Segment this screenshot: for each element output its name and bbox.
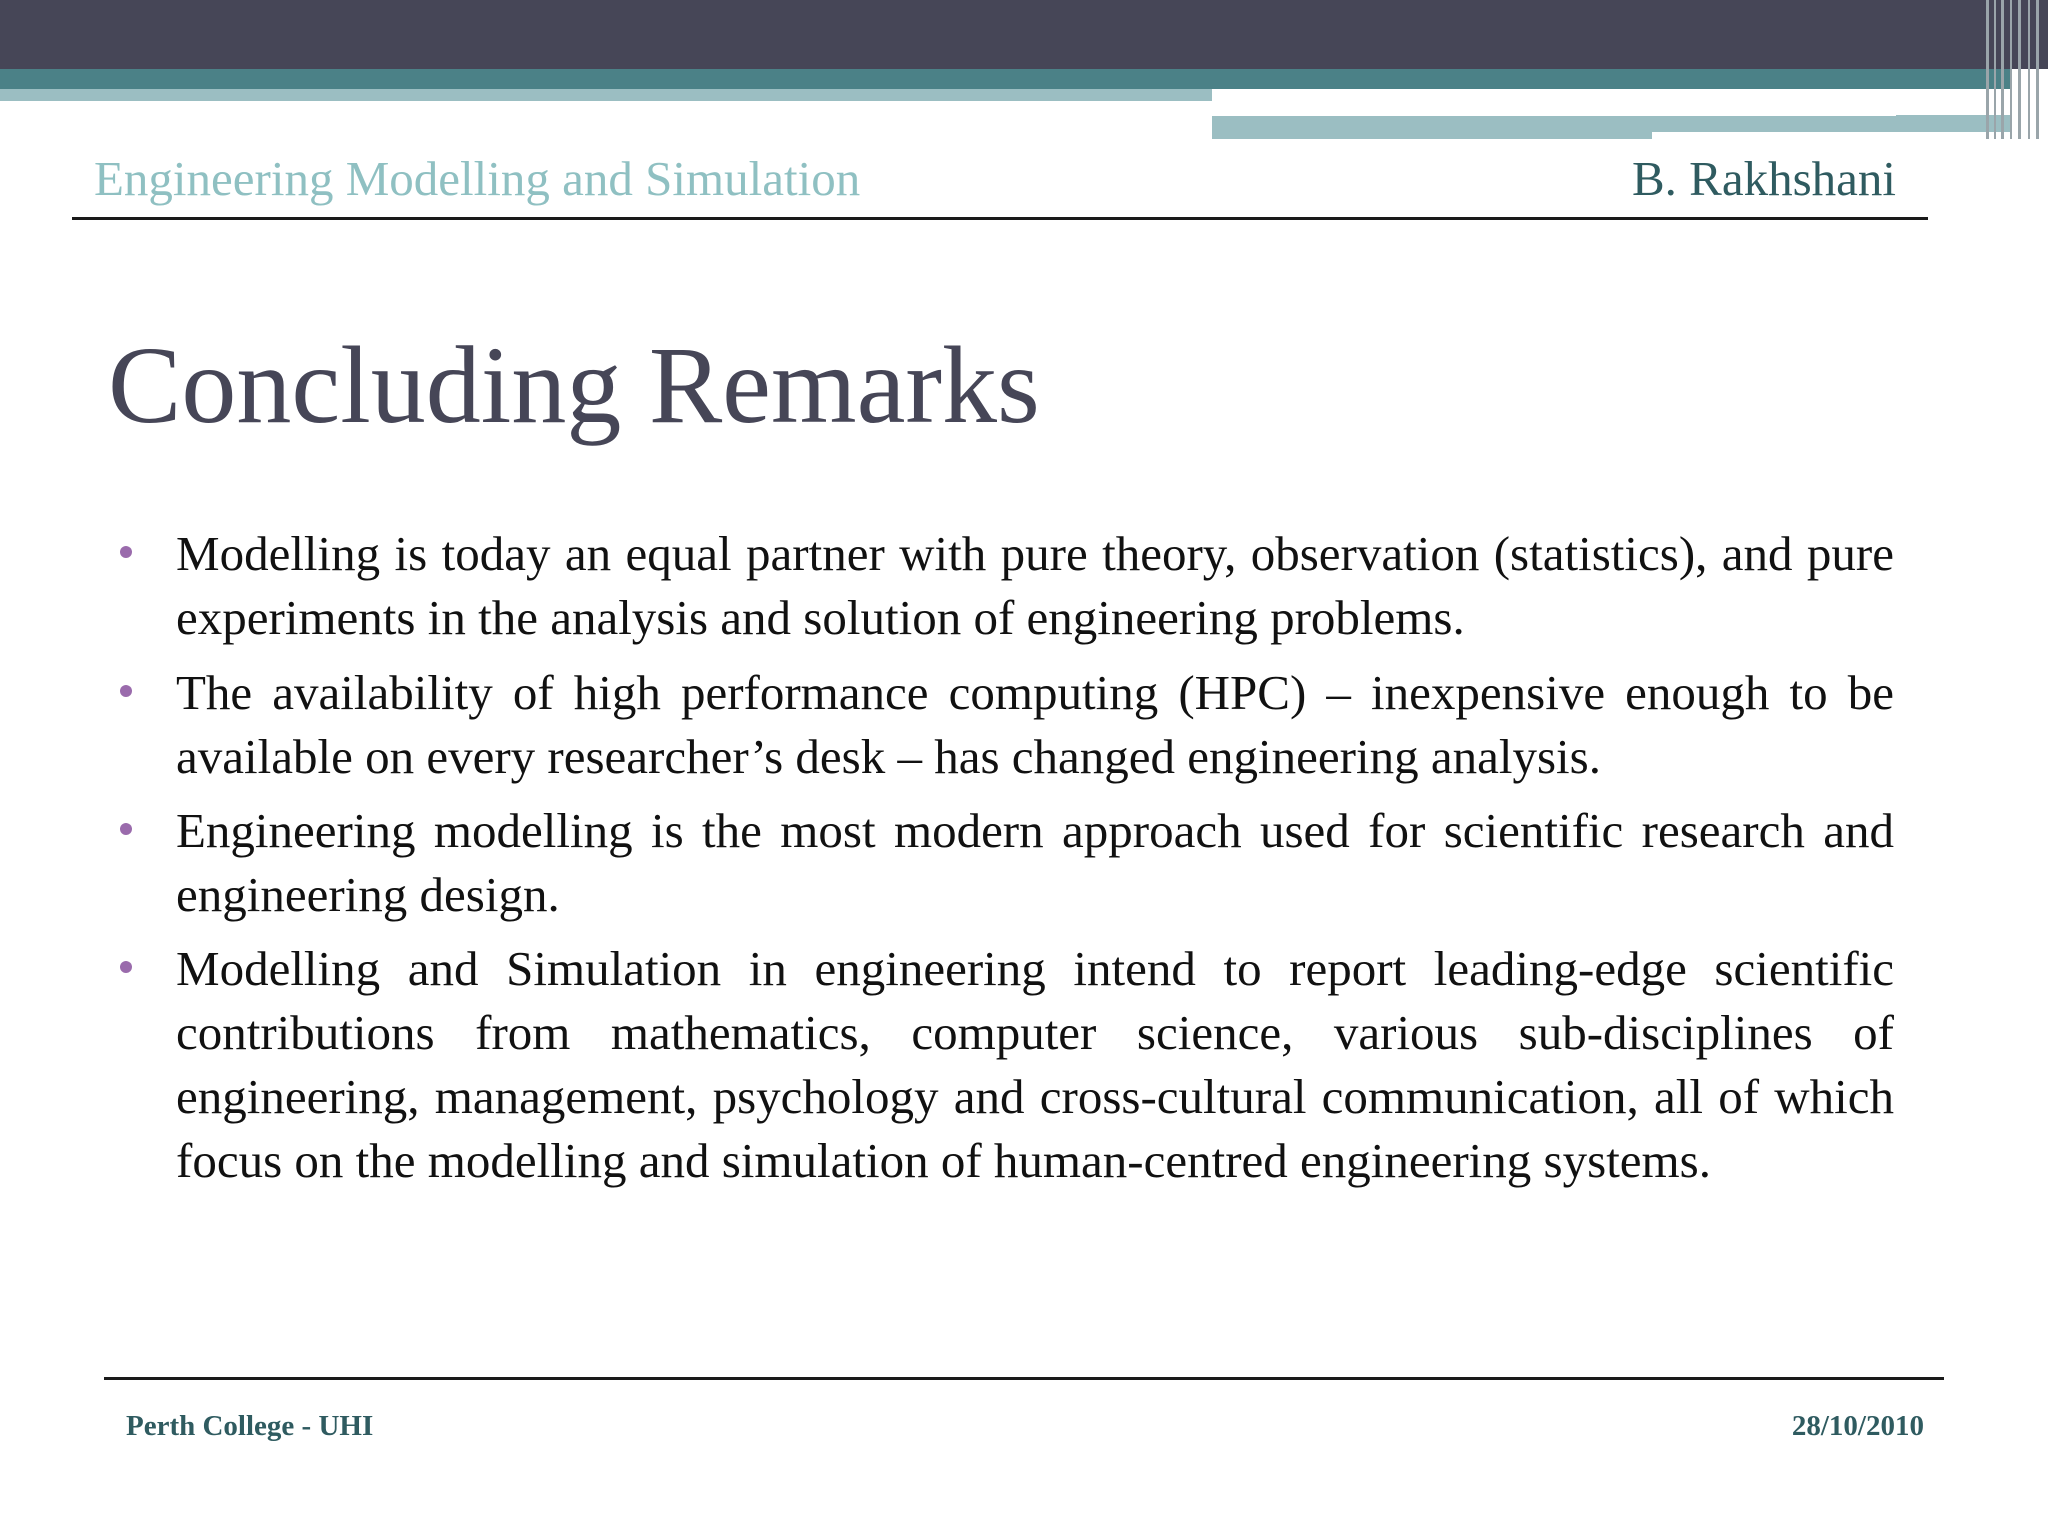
footer-institution: Perth College - UHI xyxy=(126,1410,374,1442)
banner-line xyxy=(1994,0,1996,139)
banner-line xyxy=(2036,0,2039,139)
banner-line xyxy=(1986,0,1989,139)
banner-stripe xyxy=(0,69,2010,89)
top-banner xyxy=(0,0,2048,69)
bullet-dot-icon xyxy=(120,546,132,558)
banner-line xyxy=(2001,0,2004,139)
bullet-item xyxy=(176,661,1894,789)
bullet-text: Modelling is today an equal partner with pure theory, observation (statistics), and pure experiments in the analysis and solution of engineering problems. xyxy=(176,526,1894,645)
banner-stripe xyxy=(1212,112,1896,116)
banner-line xyxy=(2010,0,2012,139)
author-name: B. Rakhshani xyxy=(1631,151,1896,206)
banner-line xyxy=(2018,0,2021,139)
bullet-text: The availability of high performance computing (HPC) – inexpensive enough to be available on every researcher’s desk – has changed engineering analysis. xyxy=(176,665,1894,784)
bullet-dot-icon xyxy=(120,823,132,835)
bullet-text: Engineering modelling is the most modern approach used for scientific research and engineering design. xyxy=(176,803,1894,922)
bullet-text: Modelling and Simulation in engineering intend to report leading-edge scientific contributions from mathematics, computer science, various sub-disciplines of engineering, management, psychology and cross-cultural communication, all of which focus on the modelling and simulation of human-centred engineering systems. xyxy=(176,941,1894,1188)
bullet-item xyxy=(176,522,1894,650)
banner-stripe xyxy=(0,89,1212,101)
banner-stripe xyxy=(1652,132,2012,140)
bullet-dot-icon xyxy=(120,961,132,973)
footer-date: 28/10/2010 xyxy=(1791,1410,1924,1442)
footer-divider xyxy=(104,1377,1944,1380)
slide-title: Concluding Remarks xyxy=(108,324,1040,446)
bullet-item xyxy=(176,937,1894,1193)
bullet-dot-icon xyxy=(120,685,132,697)
bullet-item xyxy=(176,799,1894,927)
banner-line xyxy=(2028,0,2030,139)
course-title: Engineering Modelling and Simulation xyxy=(94,151,861,206)
header-divider xyxy=(72,217,1928,220)
